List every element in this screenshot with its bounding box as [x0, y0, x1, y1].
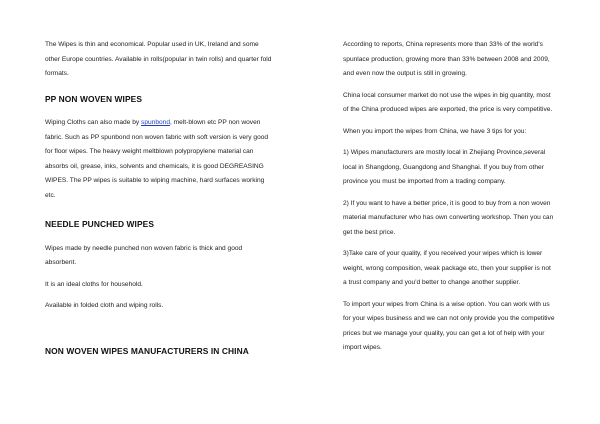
manufacturers-china-heading: NON WOVEN WIPES MANUFACTURERS IN CHINA — [45, 345, 249, 356]
needle-paragraph-3: Available in folded cloth and wiping rolls. — [45, 302, 164, 309]
needle-paragraph-1: Wipes made by needle punched non woven fabric is thick and good absorbent. — [45, 244, 243, 266]
needle-punched-heading: NEEDLE PUNCHED WIPES — [45, 219, 155, 229]
local-market-paragraph: China local consumer market do not use the wipes in big quantity, most of the China produced wipes are exported, the price is very competitive. — [343, 91, 553, 113]
pp-wipes-heading: PP NON WOVEN WIPES — [45, 93, 143, 104]
tip-2-paragraph: 2) If you want to have a better price, it is good to buy from a non woven material manufacturer who has own converting workshop. Then you can get the best price. — [343, 199, 554, 236]
pp-text-before: Wiping Cloths can also made by — [45, 119, 142, 126]
china-report-paragraph: According to reports, China represents more than 33% of the world's spunlace production, growing more than 33% between 2008 and 2009, and even now the output is still in growing. — [343, 41, 550, 77]
pp-wipes-paragraph — [45, 116, 273, 203]
tip-3-paragraph: 3)Take care of your quality, if you received your wipes which is lower weight, wrong composition, weak package etc, then your supplier is not a trust company and you'd better to change another supplier. — [343, 250, 551, 286]
needle-paragraph-2: It is an ideal cloths for household. — [45, 280, 143, 288]
intro-paragraph: The Wipes is thin and economical. Popular used in UK, Ireland and some other Europe countries. Available in rolls(popular in twin rolls) and quarter fold formats. — [45, 41, 272, 77]
pp-text-after: , melt-blown etc PP non woven fabric. Such as PP spunbond non woven fabric with soft version is very good for floor wipes. The heavy weight meltblown polypropylene material can absorbs oil, grease, inks, solvents and chemicals, it is good DEGREASING WIPES. The PP wipes is suitable to wiping machine, hard surfaces working etc. — [45, 119, 269, 199]
tip-1-paragraph: 1) Wipes manufacturers are mostly local in Zhejiang Province,several local in Shangdong, Guangdong and Shanghai. If you buy from other province you must be imported from a trading company. — [343, 149, 546, 185]
spunbond-link[interactable]: spunbond — [141, 119, 170, 126]
tips-intro-paragraph: When you import the wipes from China, we have 3 tips for you: — [343, 127, 527, 135]
import-advice-paragraph: To import your wipes from China is a wise option. You can work with us for your wipes business and we can not only provide you the competitive prices but we manage your quality, you can get a lot of help with your import wipes. — [343, 300, 555, 351]
left-column — [45, 38, 273, 368]
right-column — [343, 38, 555, 363]
